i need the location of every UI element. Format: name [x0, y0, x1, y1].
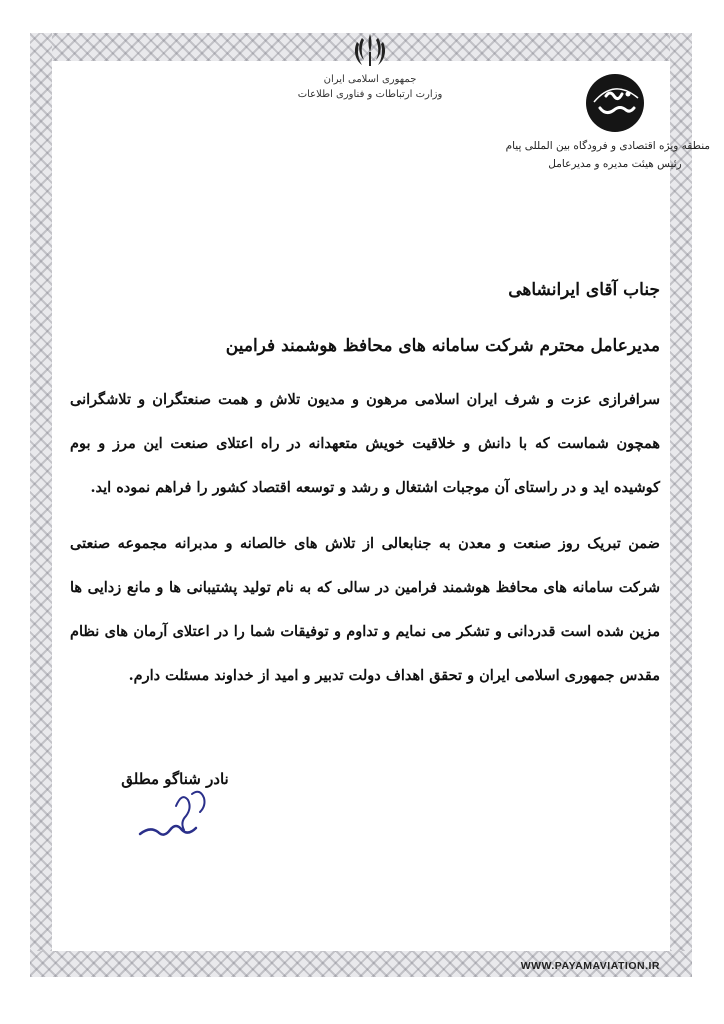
iran-emblem-icon [350, 30, 390, 70]
government-name: جمهوری اسلامی ایران [323, 74, 417, 85]
signature-icon [130, 786, 220, 846]
zone-name: منطقه ویژه اقتصادی و فرودگاه بین المللی پیام [505, 140, 710, 152]
paragraph-1: سرافرازی عزت و شرف ایران اسلامی مرهون و مدیون تلاش و همت صنعتگران و تلاشگرانی همچون شماست که با دانش و خلاقیت خویش متعهدانه در راه اعتلای صنعت این مرز و بوم کوشیده اید و در راستای آن موجبات اشتغال و رشد و توسعه اقتصاد کشور را فراهم نموده اید. [70, 391, 660, 496]
signer-name: نادر شناگو مطلق [121, 770, 229, 788]
signatory-title: رئیس هیئت مدیره و مدیرعامل [548, 158, 682, 170]
border-right [670, 33, 692, 977]
payam-logo-icon [584, 72, 646, 134]
ministry-name: وزارت ارتباطات و فناوری اطلاعات [297, 89, 443, 100]
letter-body [70, 280, 660, 698]
government-header [280, 30, 460, 100]
signature-block [120, 740, 230, 846]
company-header [505, 72, 710, 170]
paragraph-2: ضمن تبریک روز صنعت و معدن به جنابعالی از تلاش های خالصانه و مدبرانه مجموعه صنعتی شرکت سامانه های محافظ هوشمند فرامین در سالی که به نام تولید پشتیبانی ها و مانع زدایی ها مزین شده است قدردانی و تشکر می نمایم و تداوم و توفیقات شما را در اعتلای آرمان های نظام مقدس جمهوری اسلامی ایران و تحقق اهداف دولت تدبیر و امید از خداوند مسئلت دارم. [70, 535, 660, 684]
recipient-title: مدیرعامل محترم شرکت سامانه های محافظ هوشمند فرامین [225, 336, 660, 356]
footer-website: WWW.PAYAMAVIATION.IR [520, 960, 660, 972]
border-left [30, 33, 52, 977]
salutation: جناب آقای ایرانشاهی [508, 280, 660, 300]
